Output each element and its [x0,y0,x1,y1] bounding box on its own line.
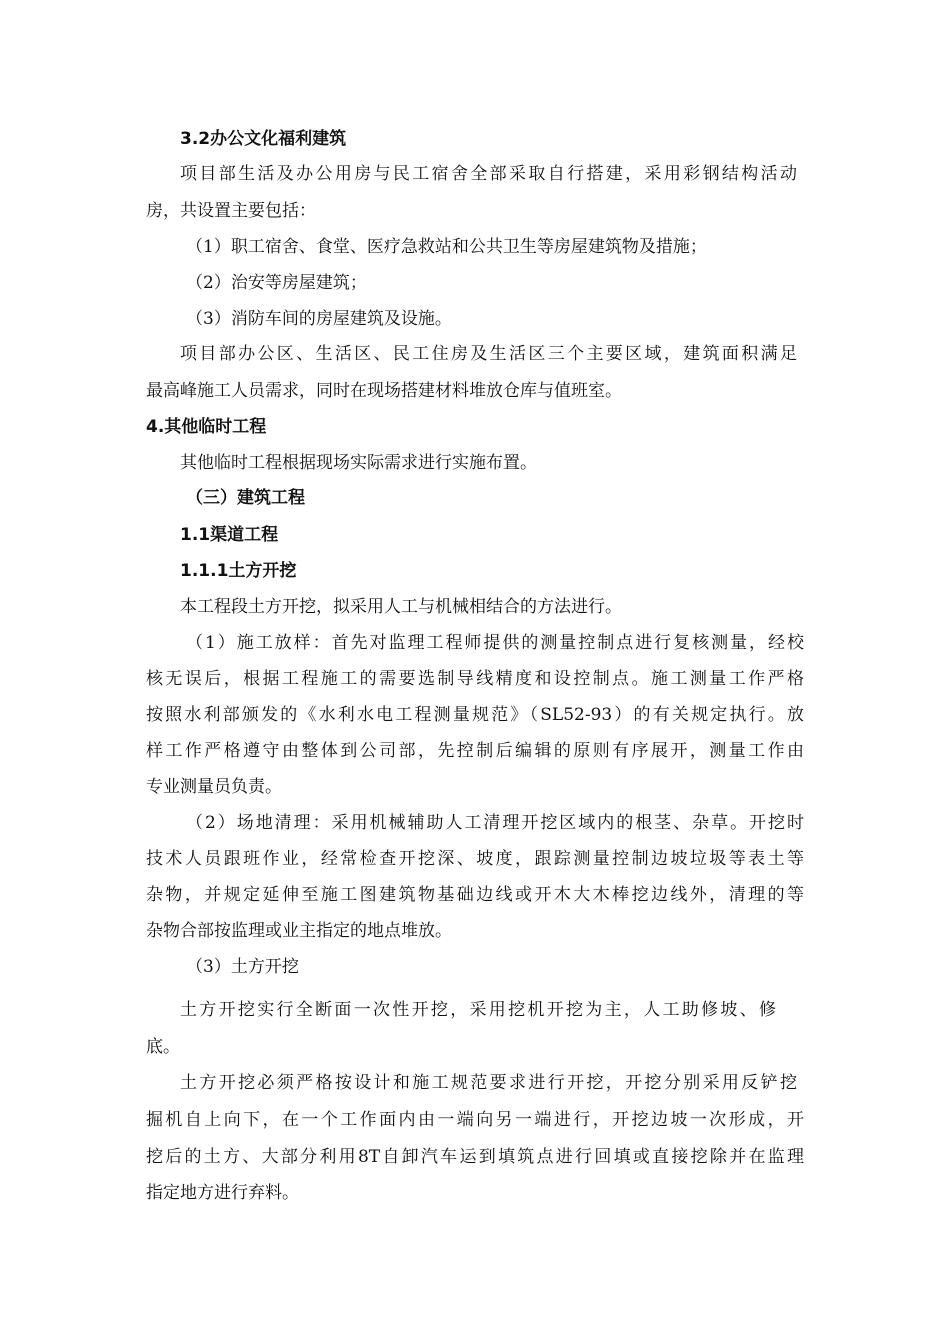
section-heading-4: 4.其他临时工程 [146,417,267,437]
paragraph-line: 土方开挖实行全断面一次性开挖，采用挖机开挖为主，人工助修坡、修 [180,1000,776,1020]
section-heading-3: （三）建筑工程 [186,488,305,508]
section-heading-1-1: 1.1渠道工程 [180,525,279,545]
paragraph-line: 底。 [146,1037,180,1057]
paragraph-line: 本工程段土方开挖，拟采用人工与机械相结合的方法进行。 [180,597,622,617]
paragraph-line: 技术人员跟班作业，经常检查开挖深、坡度，跟踪测量控制边坡垃圾等表土等 [146,849,804,869]
list-item: （1）职工宿舍、食堂、医疗急救站和公共卫生等房屋建筑物及措施； [186,237,707,257]
list-item: （3）土方开挖 [186,957,299,977]
list-item: （3）消防车间的房屋建筑及设施。 [186,309,452,329]
paragraph-line: 按照水利部颁发的《水利水电工程测量规范》（SL52-93）的有关规定执行。放 [146,705,804,725]
section-heading-1-1-1: 1.1.1土方开挖 [180,561,297,581]
section-heading-3-2: 3.2办公文化福利建筑 [180,129,347,149]
list-item: （2）治安等房屋建筑； [186,273,367,293]
paragraph-line: 其他临时工程根据现场实际需求进行实施布置。 [180,453,537,473]
paragraph-line: 房，共设置主要包括： [146,201,316,221]
paragraph-line: （1）施工放样：首先对监理工程师提供的测量控制点进行复核测量，经校 [186,633,804,653]
paragraph-line: 土方开挖必须严格按设计和施工规范要求进行开挖，开挖分别采用反铲挖 [180,1073,797,1093]
paragraph-line: 掘机自上向下，在一个工作面内由一端向另一端进行，开挖边坡一次形成，开 [146,1110,804,1130]
paragraph-line: 指定地方进行弃料。 [146,1183,299,1203]
paragraph-line: 专业测量员负责。 [146,777,282,797]
paragraph-line: 挖后的土方、大部分利用8T自卸汽车运到填筑点进行回填或直接挖除并在监理 [146,1147,804,1167]
paragraph-line: 样工作严格遵守由整体到公司部，先控制后编辑的原则有序展开，测量工作由 [146,741,804,761]
paragraph-line: 项目部生活及办公用房与民工宿舍全部采取自行搭建，采用彩钢结构活动 [180,164,797,184]
paragraph-line: 杂物合部按监理或业主指定的地点堆放。 [146,921,452,941]
paragraph-line: 核无误后，根据工程施工的需要选制导线精度和设控制点。施工测量工作严格 [146,669,804,689]
paragraph-line: （2）场地清理：采用机械辅助人工清理开挖区域内的根茎、杂草。开挖时 [186,813,804,833]
paragraph-line: 最高峰施工人员需求，同时在现场搭建材料堆放仓库与值班室。 [146,381,622,401]
paragraph-line: 项目部办公区、生活区、民工住房及生活区三个主要区域，建筑面积满足 [180,344,797,364]
paragraph-line: 杂物，并规定延伸至施工图建筑物基础边线或开木大木棒挖边线外，清理的等 [146,885,804,905]
